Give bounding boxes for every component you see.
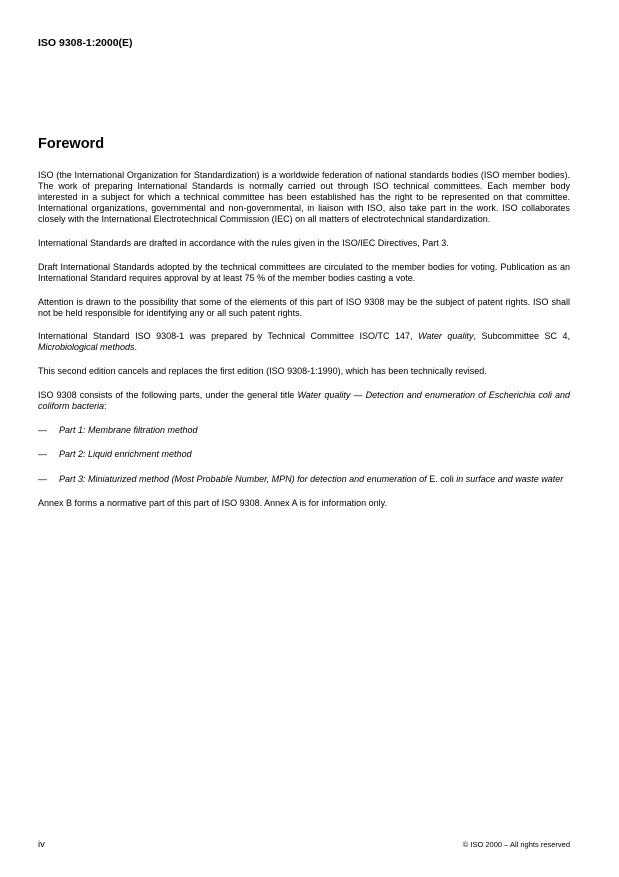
paragraph-iso-federation: ISO (the International Organization for Standardization) is a worldwide federation of national standards bodies (ISO member bodies). The work of preparing International Standards is normally carried out through ISO technical committees. Each member body interested in a subject for which a technical committee has been established has the right to be represented on that committee. International organizations, governmental and non-governmental, in liaison with ISO, also take part in the work. ISO collaborates closely with the International Electrotechnical Commission (IEC) on all matters of electrotechnical standardization. [38, 170, 570, 225]
list-item [38, 425, 570, 436]
list-item [38, 474, 570, 485]
paragraph-parts-intro [38, 390, 570, 412]
committee-title: Water quality [418, 331, 474, 342]
part3-text: Part 3: Miniaturized method (Most Probable Number, MPN) for detection and enumeration of [59, 473, 427, 484]
paragraph-patent-rights: Attention is drawn to the possibility that some of the elements of this part of ISO 9308 may be the subject of patent rights. ISO shall not be held responsible for identifying any or all such patent rights. [38, 296, 570, 318]
document-id-header: ISO 9308-1:2000(E) [38, 37, 133, 49]
parts-intro-text: ISO 9308 consists of the following parts, under the general title [38, 389, 295, 400]
prepared-by-text-2: , Subcommittee SC 4, [473, 331, 570, 342]
paragraph-annexes: Annex B forms a normative part of this part of ISO 9308. Annex A is for information only. [38, 498, 388, 509]
section-title: Foreword [38, 136, 105, 152]
dash-marker: — [38, 424, 47, 435]
dash-marker: — [38, 473, 47, 484]
paragraph-prepared-by [38, 331, 570, 353]
subcommittee-title: Microbiological methods [38, 342, 135, 353]
general-title: Water quality — Detection and enumeration of Escherichia coli and coliform bacteria [38, 389, 570, 411]
parts-intro-colon: : [104, 400, 107, 411]
paragraph-edition: This second edition cancels and replaces the first edition (ISO 9308-1:1990), which has been technically revised. [38, 366, 487, 377]
prepared-by-text-3: . [134, 342, 138, 353]
list-item-text: Part 2: Liquid enrichment method [59, 449, 192, 460]
list-item [38, 449, 570, 460]
prepared-by-text: International Standard ISO 9308-1 was prepared by Technical Committee ISO/TC 147, [38, 331, 413, 342]
paragraph-drafting-rules: International Standards are drafted in accordance with the rules given in the ISO/IEC Directives, Part 3. [38, 238, 449, 249]
list-item-text: Part 1: Membrane filtration method [59, 424, 198, 435]
list-item-text [59, 474, 570, 485]
dash-marker: — [38, 449, 47, 460]
copyright-notice: © ISO 2000 – All rights reserved [462, 840, 570, 849]
part3-text-2: in surface and waste water [456, 473, 564, 484]
paragraph-voting: Draft International Standards adopted by the technical committees are circulated to the member bodies for voting. Publication as an International Standard requires approval by at least 75 % of the member bodies casting a vote. [38, 261, 570, 283]
page-number: iv [38, 839, 45, 850]
organism-name: E. coli [429, 473, 454, 484]
foreword-body [38, 170, 570, 509]
